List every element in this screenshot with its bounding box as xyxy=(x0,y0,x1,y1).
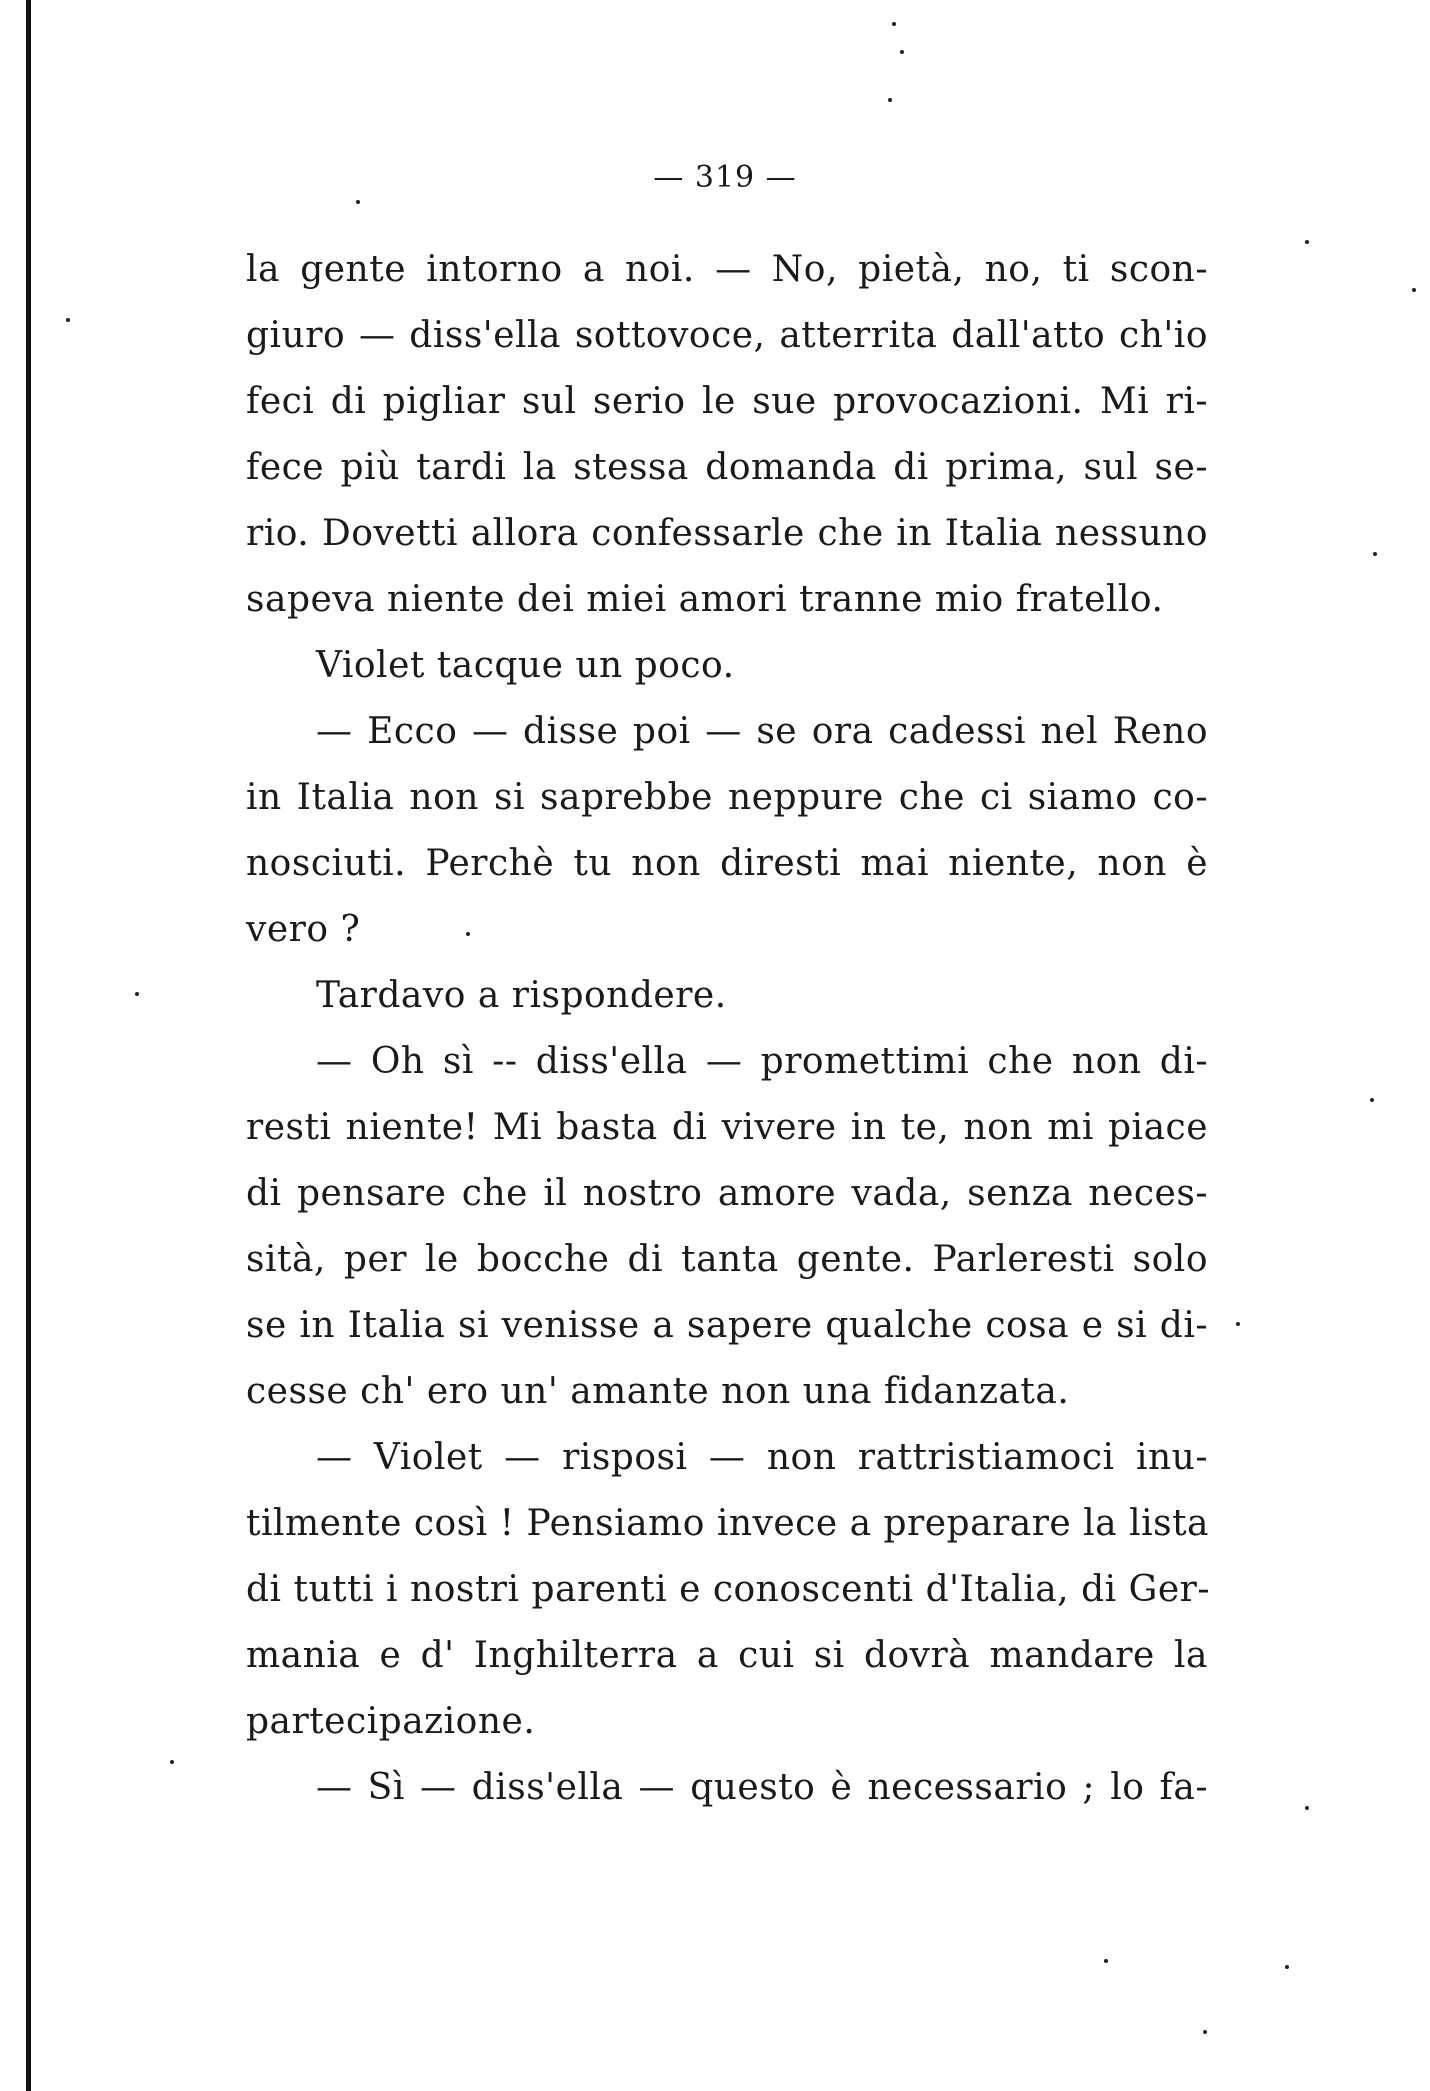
text-line: giuro — diss'ella sottovoce, atterrita dall'atto ch'io xyxy=(246,315,1208,356)
text-line: partecipazione. xyxy=(246,1701,536,1742)
scan-speck xyxy=(135,992,139,996)
scan-speck xyxy=(356,200,360,204)
scan-speck xyxy=(1370,1098,1374,1102)
scan-speck xyxy=(1203,2030,1207,2034)
text-line: — Ecco — disse poi — se ora cadessi nel Reno xyxy=(316,711,1208,752)
scan-speck xyxy=(1285,1965,1289,1969)
text-line: resti niente! Mi basta di vivere in te, non mi piace xyxy=(246,1107,1208,1148)
scan-speck xyxy=(900,50,904,54)
text-line: di pensare che il nostro amore vada, senza neces- xyxy=(246,1173,1208,1214)
scan-speck xyxy=(1305,240,1309,244)
text-line: — Oh sì -- diss'ella — promettimi che non di- xyxy=(316,1041,1208,1082)
text-line: feci di pigliar sul serio le sue provocazioni. Mi ri- xyxy=(246,381,1208,422)
text-line: fece più tardi la stessa domanda di prima, sul se- xyxy=(246,447,1208,488)
text-line: rio. Dovetti allora confessarle che in Italia nessuno xyxy=(246,513,1208,554)
scan-speck xyxy=(1305,1806,1309,1810)
text-line: Tardavo a rispondere. xyxy=(316,975,727,1016)
text-line: se in Italia si venisse a sapere qualche cosa e si di- xyxy=(246,1305,1208,1346)
text-line: sità, per le bocche di tanta gente. Parleresti solo xyxy=(246,1239,1208,1280)
text-line: vero ? xyxy=(246,909,361,950)
scan-speck xyxy=(170,1760,174,1764)
scan-speck xyxy=(1412,288,1416,292)
text-line: di tutti i nostri parenti e conoscenti d'Italia, di Ger- xyxy=(246,1569,1210,1610)
scan-speck xyxy=(66,318,70,322)
scan-speck xyxy=(466,932,470,936)
text-line: in Italia non si saprebbe neppure che ci siamo co- xyxy=(246,777,1208,818)
text-line: — Violet — risposi — non rattristiamoci inu- xyxy=(316,1437,1208,1478)
scan-speck xyxy=(1373,552,1377,556)
text-line: nosciuti. Perchè tu non diresti mai niente, non è xyxy=(246,843,1208,884)
scan-speck xyxy=(1236,1322,1240,1326)
text-line: sapeva niente dei miei amori tranne mio fratello. xyxy=(246,579,1164,620)
scan-speck xyxy=(892,22,896,26)
page-binding-edge xyxy=(26,0,31,2091)
page-number: — 319 — xyxy=(653,160,797,195)
text-line: tilmente così ! Pensiamo invece a preparare la lista xyxy=(246,1503,1210,1544)
text-line: la gente intorno a noi. — No, pietà, no, ti scon- xyxy=(246,249,1208,290)
scan-speck xyxy=(1104,1959,1108,1963)
body-text xyxy=(246,237,1208,1821)
text-line: Violet tacque un poco. xyxy=(316,645,735,686)
text-line: mania e d' Inghilterra a cui si dovrà mandare la xyxy=(246,1635,1208,1676)
text-line: cesse ch' ero un' amante non una fidanzata. xyxy=(246,1371,1070,1412)
text-line: — Sì — diss'ella — questo è necessario ; lo fa- xyxy=(316,1767,1208,1808)
scan-speck xyxy=(888,98,892,102)
